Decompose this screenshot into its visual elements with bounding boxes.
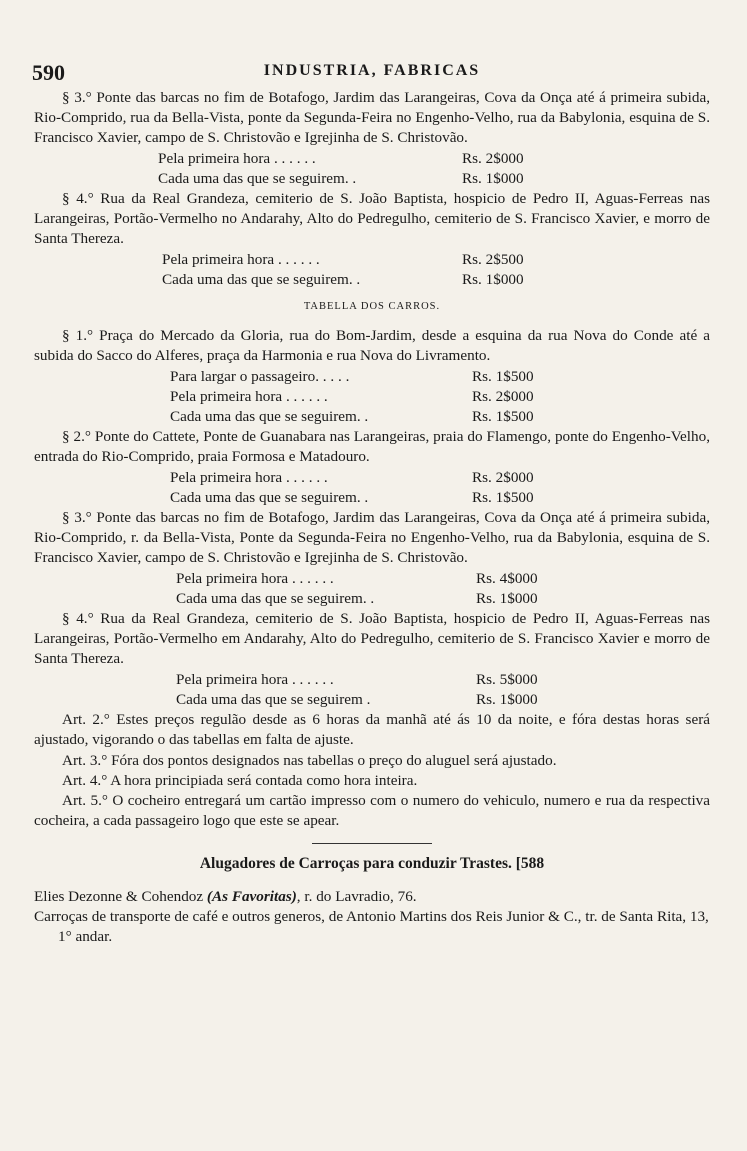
alugadores-title: Alugadores de Carroças para conduzir Trastes. [588 (199, 855, 545, 873)
rate-line: Pela primeira hora . . . . . . Rs. 4$000 (176, 569, 538, 587)
top-section-paragraph-3: § 3.° Ponte das barcas no fim de Botafogo, Jardim das Larangeiras, Cova da Onça até á primeira subida, Rio-Comprido, rua da Bella-Vista, ponte da Segunda-Feira no Engenho-Velho, rua da Babylonia, esquina de S. Francisco Xavier, campo de S. Christovão e Igrejinha de S. Christovão. (34, 89, 710, 147)
carros-table-title: TABELLA DOS CARROS. (303, 301, 441, 313)
article-3: Art. 3.° Fóra dos pontos designados nas tabellas o preço do aluguel será ajustado. (62, 751, 557, 769)
rate-line: Pela primeira hora . . . . . . Rs. 2$000 (158, 149, 524, 167)
rate-line: Pela primeira hora . . . . . . Rs. 2$500 (162, 250, 524, 268)
rate-line: Cada uma das que se seguirem. . Rs. 1$500 (170, 408, 534, 426)
running-title: INDUSTRIA, FABRICAS (263, 62, 481, 79)
section-divider (312, 843, 432, 844)
carros-paragraph-1: § 1.° Praça do Mercado da Gloria, rua do Bom-Jardim, desde a esquina da rua Nova do Conde até a subida do Sacco do Alferes, praça da Harmonia e rua Nova do Livramento. (34, 327, 710, 365)
top-section-paragraph-4: § 4.° Rua da Real Grandeza, cemiterio de S. João Baptista, hospicio de Pedro II, Aguas-Ferreas nas Larangeiras, Portão-Vermelho no Andarahy, Alto do Pedregulho, cemiterio de S. Francisco Xavier, e morro de Santa Thereza. (34, 190, 710, 248)
article-4: Art. 4.° A hora principiada será contada como hora inteira. (62, 771, 418, 789)
page-header (32, 60, 712, 86)
carros-paragraph-4: § 4.° Rua da Real Grandeza, cemiterio de S. João Baptista, hospicio de Pedro II, Aguas-Ferreas nas Larangeiras, Portão-Vermelho em Andarahy, Alto do Pedregulho, cemiterio de S. Francisco Xavier e morro de Santa Thereza. (34, 610, 710, 668)
rate-line: Cada uma das que se seguirem. . Rs. 1$000 (162, 270, 524, 288)
carros-paragraph-2: § 2.° Ponte do Cattete, Ponte de Guanabara nas Larangeiras, praia do Flamengo, ponte do Engenho-Velho, entrada do Rio-Comprido, praia Formosa e Matadouro. (34, 428, 710, 466)
rate-line: Pela primeira hora . . . . . . Rs. 5$000 (176, 670, 538, 688)
rate-line: Pela primeira hora . . . . . . Rs. 2$000 (170, 468, 534, 486)
rate-line: Cada uma das que se seguirem. . Rs. 1$500 (170, 488, 534, 506)
rate-line: Cada uma das que se seguirem. . Rs. 1$000 (158, 169, 524, 187)
article-2: Art. 2.° Estes preços regulão desde as 6 horas da manhã até ás 10 da noite, e fóra destas horas será ajustado, vigorando o das tabellas em falta de ajuste. (34, 711, 710, 749)
page-body (34, 88, 710, 947)
list-item: Elies Dezonne & Cohendoz (As Favoritas), r. do Lavradio, 76. (34, 887, 417, 905)
carros-paragraph-3: § 3.° Ponte das barcas no fim de Botafogo, Jardim das Larangeiras, Cova da Onça até á primeira subida, Rio-Comprido, r. da Bella-Vista, Ponte da Segunda-Feira no Engenho-Velho, rua da Babylonia, esquina de S. Francisco Xavier, campo de S. Christovão e Igrejinha de S. Christovão. (34, 509, 710, 567)
article-5: Art. 5.° O cocheiro entregará um cartão impresso com o numero do vehiculo, numero e rua da respectiva cocheira, a cada passageiro logo que este se apear. (34, 791, 710, 830)
page-number: 590 (32, 60, 65, 85)
rate-line: Pela primeira hora . . . . . . Rs. 2$000 (170, 387, 534, 405)
rate-line: Cada uma das que se seguirem. . Rs. 1$000 (176, 589, 538, 607)
rate-line: Para largar o passageiro. . . . . Rs. 1$500 (170, 367, 534, 385)
list-item: Carroças de transporte de café e outros generos, de Antonio Martins dos Reis Junior & C., tr. de Santa Rita, 13, 1° andar. (34, 907, 709, 945)
rate-line: Cada uma das que se seguirem . Rs. 1$000 (176, 690, 538, 708)
